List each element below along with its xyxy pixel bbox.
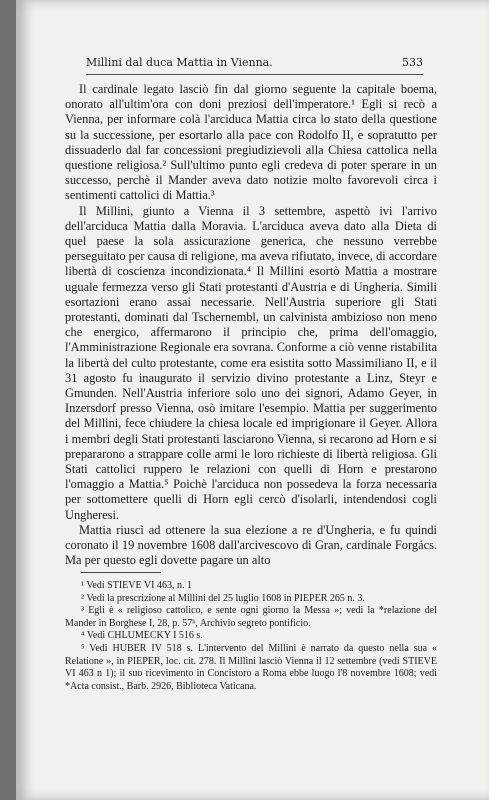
footnote: ¹ Vedi STIEVE VI 463, n. 1 xyxy=(81,580,192,591)
header-rule xyxy=(86,74,423,75)
running-title: Millini dal duca Mattia in Vienna. xyxy=(86,56,273,69)
footnote: ⁴ Vedi CHLUMECKY I 516 s. xyxy=(81,630,203,642)
footnotes xyxy=(65,580,437,693)
footnote-rule xyxy=(81,572,161,573)
paragraph: Il cardinale legato lasciò fin dal giorno seguente la capitale boema, onorato all'ultim'ora con doni preziosi dell'imperatore.¹ Egli si recò a Vienna, per informare colà l'arciduca Mattia circa lo stato della questione su la successione, per esortarlo alla pace con Rodolfo II, e sopratutto per dissuaderlo dal far concessioni pregiudizievoli alla Chiesa cattolica nella questione religiosa.² Sull'ultimo punto egli credeva di poter sperare in un successo, perchè il Mander aveva dato notizie molto favorevoli circa i sentimenti cattolici di Mattia.³ xyxy=(65,82,437,203)
footnote: ³ Egli è « religioso cattolico, e sente ogni giorno la Messa »; vedi la *relazione del Mander in Borghese I, 28, p. 57ᵇ, Archivio segreto pontificio. xyxy=(65,605,437,629)
footnote: ² Vedi la prescrizione al Millini del 25 luglio 1608 in PIEPER 265 n. 3. xyxy=(81,592,365,604)
paragraph: Il Millini, giunto a Vienna il 3 settembre, aspettò ivi l'arrivo dell'arciduca Mattia dalla Moravia. L'arciduca aveva dato alla Dieta di quel paese la sola assicurazione generica, che nessuno verrebbe perseguitato per causa di religione, ma aveva rifiutato, invece, di accordare libertà di coscienza incondizionata.⁴ Il Millini esortò Mattia a mostrare uguale fermezza verso gli Stati protestanti d'Austria e di Ungheria. Simili esortazioni erano assai necessarie. Nell'Austria superiore gli Stati protestanti, dominati dal Tschernembl, un calvinista ambizioso non meno che energico, affermarono il principio che, prima dell'omaggio, l'Amministrazione Regionale era sovrana. Conforme a ciò venne ristabilita la libertà del culto protestante, come era esistita sotto Massimiliano II, e il 31 agosto fu inaugurato il servizio divino protestante a Linz, Steyr e Gmunden. Nell'Austria inferiore solo uno dei signori, Adamo Geyer, in Inzersdorf presso Vienna, osò imitare l'esempio. Mattia per suggerimento del Millini, fece chiudere la chiesa locale ed imprigionare il Geyer. Allora i membri degli Stati protestanti lasciarono Vienna, si recarono ad Horn e si prepararono a strappare colle armi le loro richieste di libertà religiosa. Gli Stati cattolici ruppero le relazioni con quelli di Horn e prestarono l'omaggio a Mattia.⁵ Poichè l'arciduca non possedeva la forza necessaria per sottomettere quelli di Horn egli cercò d'isolarli, intendendosi cogli Ungheresi. xyxy=(65,203,437,522)
main-text xyxy=(65,82,437,569)
running-header xyxy=(86,56,423,69)
book-page xyxy=(16,0,489,800)
paragraph: Mattia riuscì ad ottenere la sua elezione a re d'Ungheria, e fu quindi coronato il 19 novembre 1608 dall'arcivescovo di Gran, cardinale Forgács. Ma per questo egli dovette pagare un alto xyxy=(65,522,437,568)
page-number: 533 xyxy=(402,56,423,69)
footnote: ⁵ Vedi HUBER IV 518 s. L'intervento del Millini è narrato da questo nella sua « Relatione », in PIEPER, loc. cit. 278. Il Millini lasciò Vienna il 12 settembre (vedi STIEVE VI 463 n 1); il suo ricevimento in Concistoro a Roma ebbe luogo l'8 novembre 1608; vedi *Acta consist., Barb. 2926, Biblioteca Vaticana. xyxy=(65,642,437,692)
